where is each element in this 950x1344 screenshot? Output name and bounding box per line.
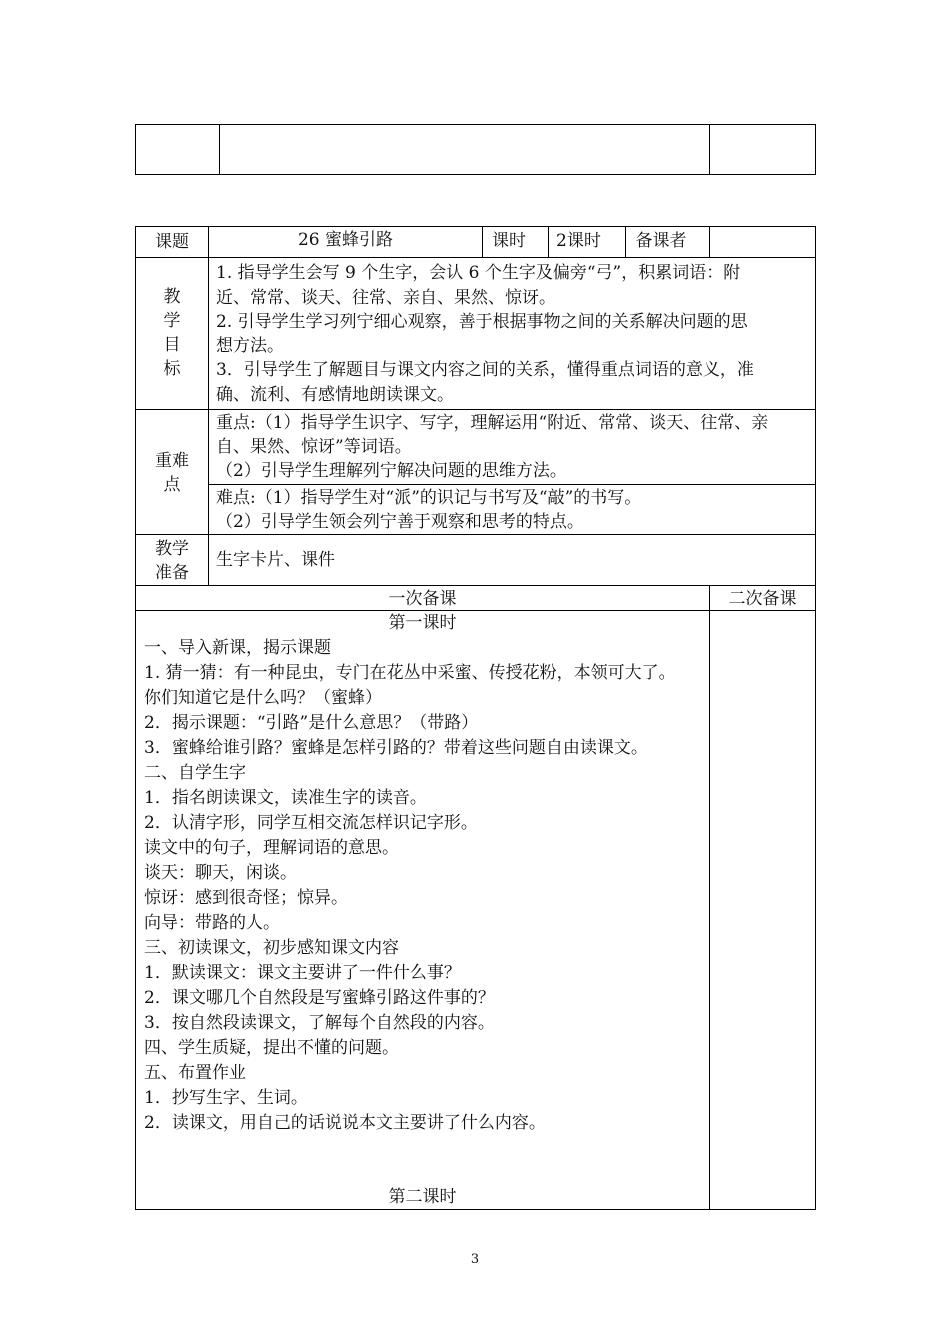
page-number: 3	[470, 1252, 480, 1267]
preparation-label: 教学 准备	[155, 539, 189, 583]
lesson-title-label: 课题	[155, 232, 189, 252]
key-points-label: 重难 点	[155, 451, 189, 495]
second-plan-header: 二次备课	[728, 589, 797, 609]
goals-label: 教 学 目 标	[163, 287, 181, 379]
period-2-title: 第二课时	[388, 1187, 457, 1207]
period-1-title: 第一课时	[388, 613, 457, 633]
hours-value: 2课时	[556, 231, 601, 251]
hours-label: 课时	[492, 231, 526, 251]
preparer-label: 备课者	[635, 231, 687, 251]
first-plan-header: 一次备课	[388, 589, 457, 609]
lesson-title: 26 蜜蜂引路	[297, 230, 394, 250]
preparation-value: 生字卡片、课件	[216, 550, 335, 570]
